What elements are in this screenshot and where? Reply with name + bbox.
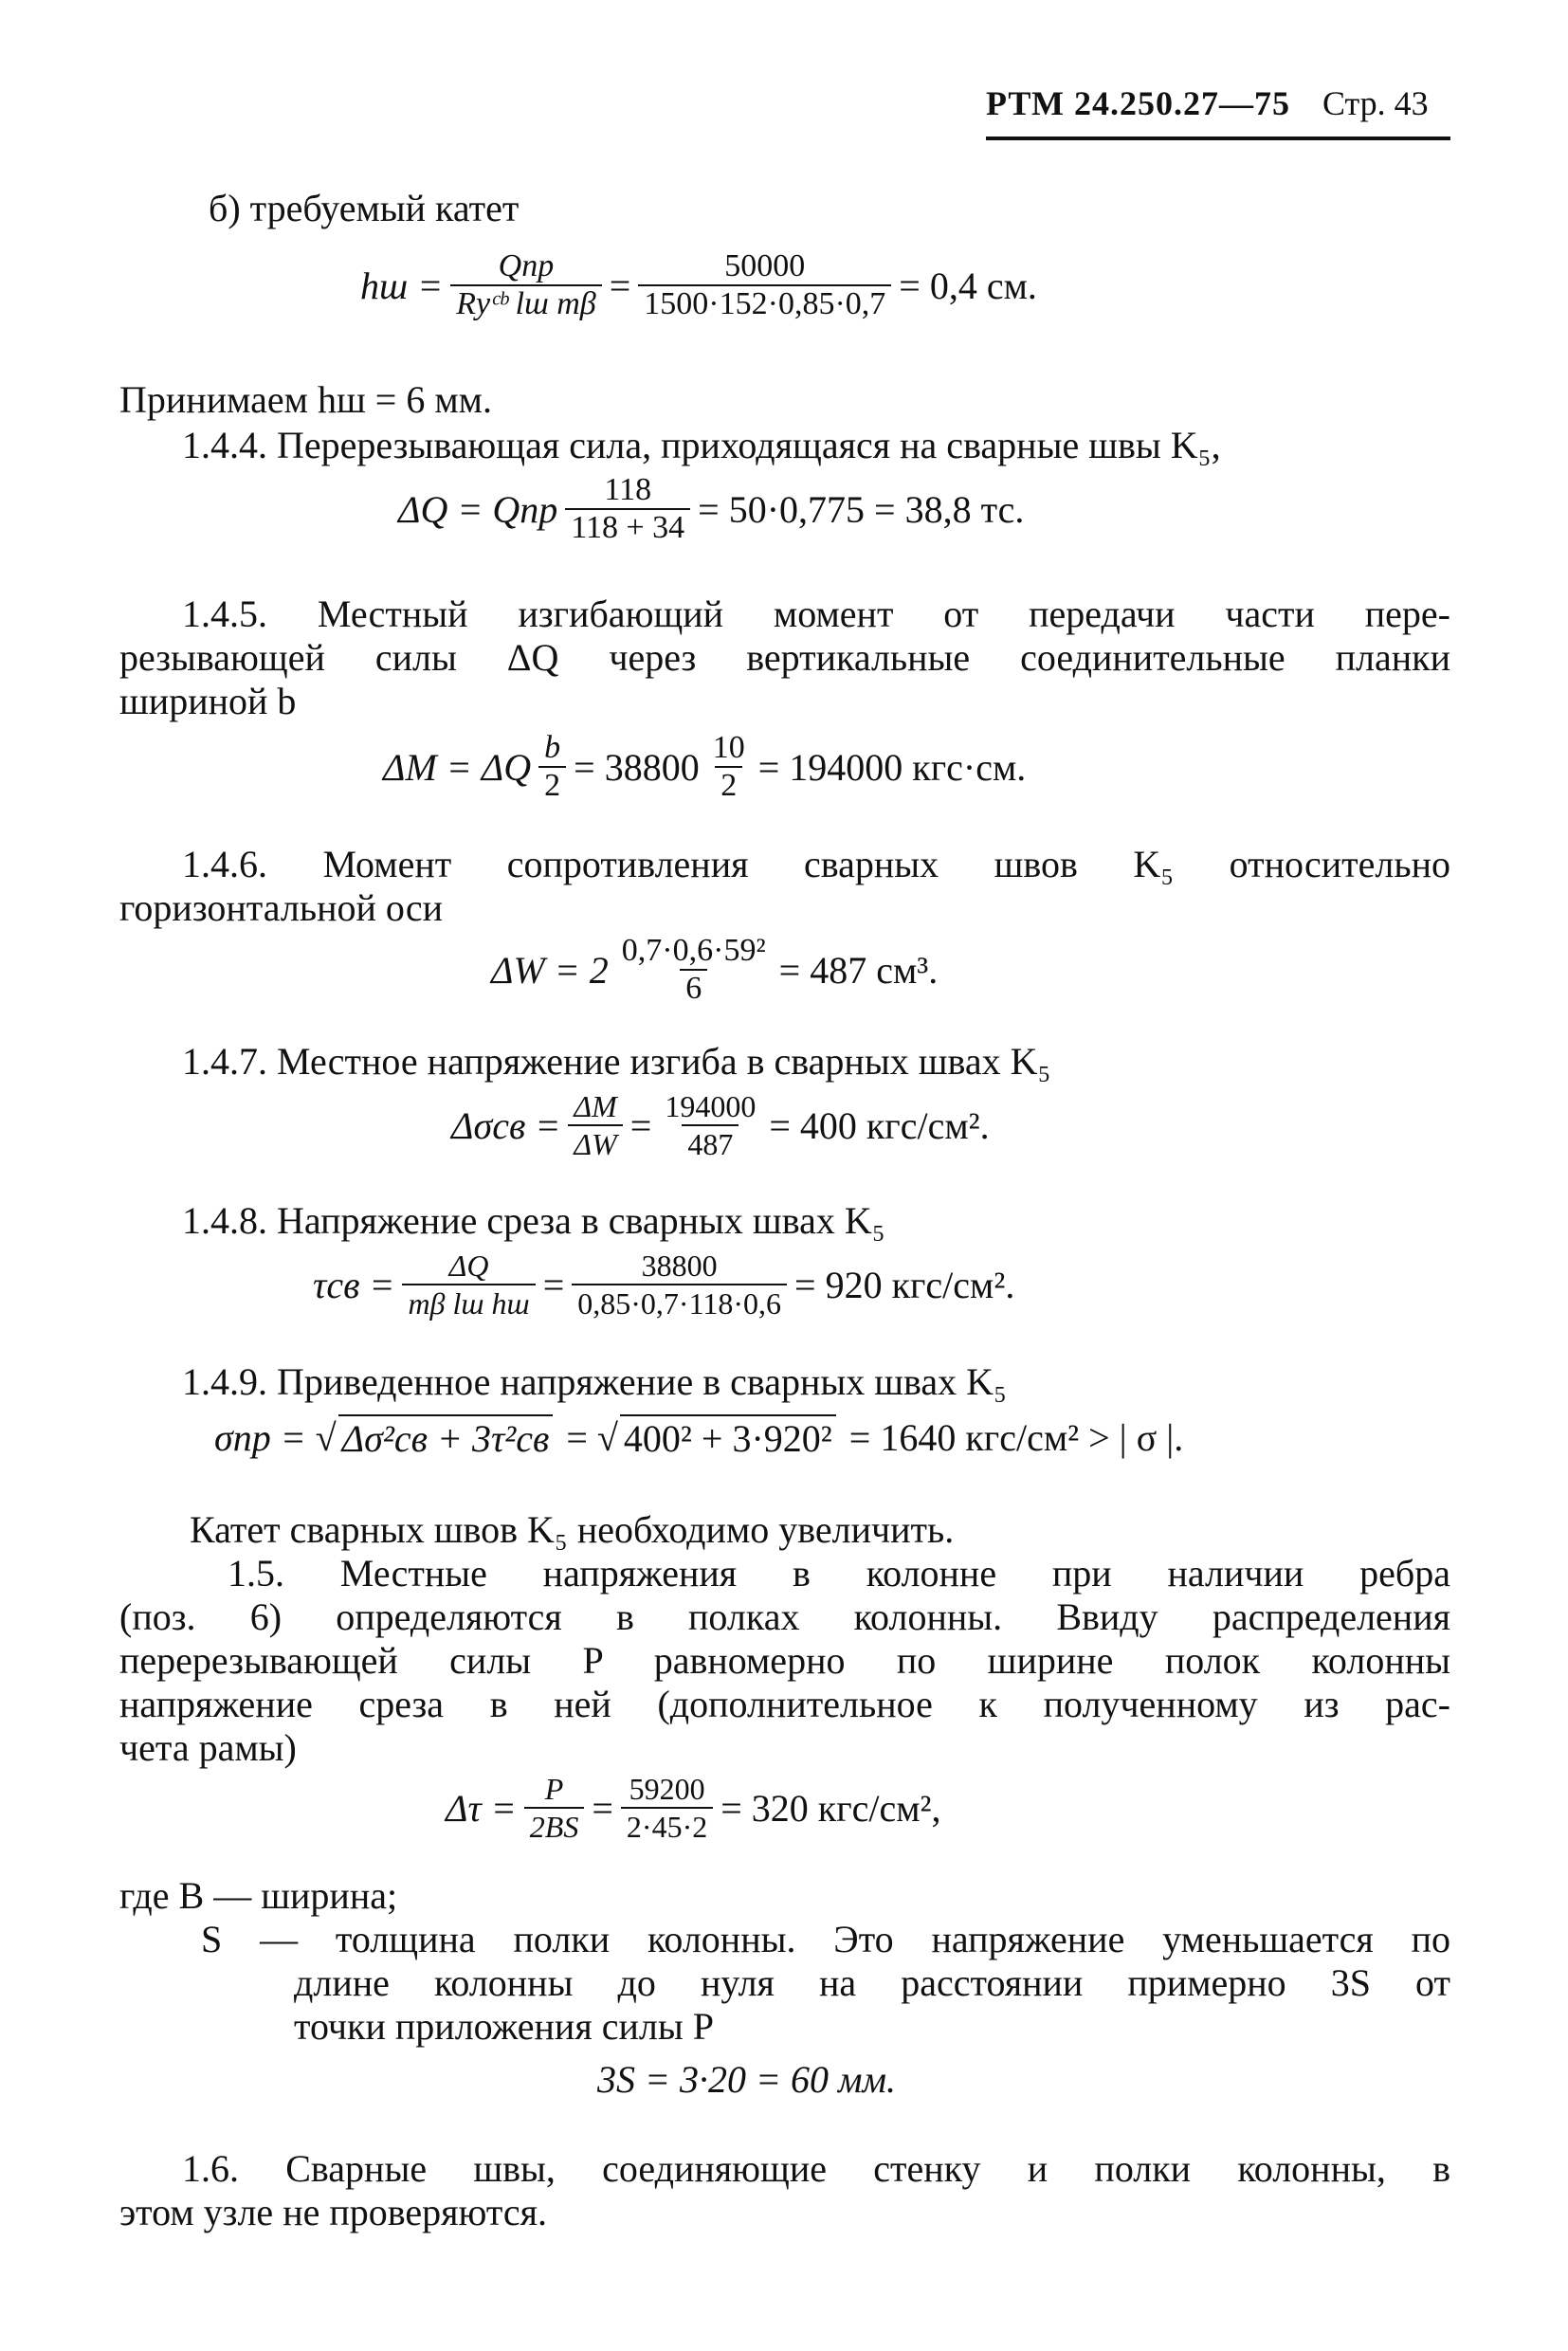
formula-result: = 1640 кгс/см² > | σ |.: [848, 1415, 1184, 1459]
formula-hsh: [360, 248, 1037, 322]
text-line: шириной b: [119, 680, 297, 722]
fraction-numerator: 0,7·0,6·59²: [621, 933, 766, 968]
text-line: 1.4.6. Момент сопротивления сварных швов K₅ относительно: [182, 843, 1450, 885]
fraction-numerator: 59200: [629, 1772, 705, 1806]
fraction-denominator: 487: [682, 1124, 738, 1162]
text-line: 1.4.8. Напряжение среза в сварных швах K₅: [182, 1199, 885, 1242]
formula-equals: =: [592, 1786, 613, 1830]
formula-equals: =: [609, 264, 631, 307]
fraction-denominator: Rуᶜᵇ lш mβ: [450, 284, 602, 322]
formula-result: = 320 кгс/см²,: [720, 1786, 941, 1830]
formula-result: = 50·0,775 = 38,8 тс.: [698, 487, 1025, 531]
formula-lhs: hш =: [360, 264, 444, 307]
fraction: [659, 1088, 761, 1162]
page-header: [986, 83, 1450, 123]
fraction-numerator: ΔM: [574, 1089, 617, 1123]
text-line: где B — ширина;: [119, 1874, 398, 1917]
formula-delta-w: [491, 933, 938, 1007]
text-line: этом узле не проверяются.: [119, 2191, 548, 2233]
formula-delta-tau: [446, 1771, 941, 1845]
fraction-denominator: 2·45·2: [621, 1807, 713, 1845]
doc-code: РТМ 24.250.27—75: [986, 84, 1290, 122]
text-line: 1.5. Местные напряжения в колонне при наличии ребра: [228, 1552, 1450, 1595]
fraction: [707, 730, 751, 804]
text-line: 1.4.7. Местное напряжение изгиба в сварных швах K₅: [182, 1040, 1051, 1083]
page-number: Стр. 43: [1322, 84, 1429, 122]
fraction: [538, 730, 566, 804]
fraction: [524, 1771, 585, 1845]
fraction-numerator: Qпр: [498, 248, 555, 283]
formula-lhs: σпр = √: [214, 1415, 337, 1459]
formula-result: = 920 кгс/см².: [794, 1263, 1015, 1306]
fraction-denominator: 1500·152·0,85·0,7: [638, 284, 891, 322]
formula-delta-sigma: [451, 1088, 990, 1162]
formula-tau: [313, 1248, 1014, 1321]
formula-lhs: Δσсв =: [451, 1103, 561, 1147]
fraction: [638, 248, 891, 322]
text-line: длине колонны до нуля на расстоянии примерно 3S от: [294, 1961, 1450, 2004]
fraction-denominator: ΔW: [568, 1124, 622, 1162]
radicand: Δσ²св + 3τ²св: [338, 1414, 554, 1461]
header-rule: [986, 137, 1450, 140]
fraction: [572, 1248, 787, 1321]
text-line: точки приложения силы P: [294, 2005, 714, 2048]
fraction-denominator: 2: [538, 766, 566, 804]
formula-lhs: Δτ =: [446, 1786, 517, 1830]
fraction: [568, 1088, 622, 1162]
formula-text: 3S = 3·20 = 60 мм.: [597, 2058, 897, 2101]
formula-equals: =: [542, 1263, 565, 1306]
fraction-numerator: 10: [712, 730, 745, 765]
formula-delta-m: [383, 730, 1026, 804]
text-line: резывающей силы ΔQ через вертикальные соединительные планки: [119, 636, 1450, 679]
fraction-numerator: b: [544, 730, 561, 765]
fraction-numerator: 118: [604, 472, 652, 507]
text-line: (поз. 6) определяются в полках колонны. Ввиду распределения: [119, 1595, 1450, 1638]
formula-result: = 487 см³.: [778, 948, 939, 992]
formula-sigma-reduced: [214, 1409, 1183, 1466]
fraction: [616, 933, 772, 1007]
fraction-denominator: 6: [680, 969, 707, 1007]
formula-result: = 194000 кгс·см.: [757, 745, 1027, 789]
fraction-denominator: 2BS: [524, 1807, 585, 1845]
text-line: Катет сварных швов K₅ необходимо увеличить.: [190, 1508, 955, 1551]
fraction-denominator: 2: [715, 766, 742, 804]
formula-middle: = 38800: [574, 745, 700, 789]
fraction-denominator: mβ lш hш: [402, 1284, 535, 1321]
text-line: напряжение среза в ней (дополнительное к полученному из рас-: [119, 1683, 1450, 1725]
text-line: Принимаем hш = 6 мм.: [119, 378, 492, 421]
fraction-numerator: P: [544, 1772, 564, 1806]
fraction: [565, 472, 690, 546]
fraction: [402, 1248, 535, 1321]
formula-lhs: ΔM = ΔQ: [383, 745, 532, 789]
text-line: б) требуемый катет: [209, 187, 520, 229]
formula-delta-q: [398, 472, 1024, 546]
formula-lhs: ΔQ = Qпр: [398, 487, 558, 531]
text-line: 1.4.4. Перерезывающая сила, приходящаяся на сварные швы K₅,: [182, 424, 1221, 466]
fraction-denominator: 0,85·0,7·118·0,6: [572, 1284, 787, 1321]
fraction: [450, 248, 602, 322]
formula-lhs: τсв =: [313, 1263, 395, 1306]
formula-result: = 400 кгс/см².: [769, 1103, 990, 1147]
fraction-numerator: 50000: [724, 248, 806, 283]
fraction: [621, 1771, 713, 1845]
text-line: 1.4.5. Местный изгибающий момент от передачи части пере-: [182, 592, 1450, 635]
fraction-numerator: 194000: [665, 1089, 757, 1123]
formula-lhs: ΔW = 2: [491, 948, 609, 992]
text-line: чета рамы): [119, 1726, 297, 1769]
text-line: горизонтальной оси: [119, 886, 444, 929]
formula-result: = 0,4 см.: [899, 264, 1037, 307]
formula-middle: = √: [566, 1415, 618, 1459]
formula-equals: =: [629, 1103, 652, 1147]
text-line: 1.6. Сварные швы, соединяющие стенку и полки колонны, в: [182, 2147, 1450, 2190]
fraction-numerator: 38800: [641, 1248, 718, 1283]
fraction-numerator: ΔQ: [448, 1248, 489, 1283]
text-line: 1.4.9. Приведенное напряжение в сварных швах K₅: [182, 1360, 1007, 1403]
text-line: S — толщина полки колонны. Это напряжение уменьшается по: [201, 1918, 1450, 1960]
radicand: 400² + 3·920²: [620, 1414, 836, 1461]
text-line: перерезывающей силы P равномерно по ширине полок колонны: [119, 1639, 1450, 1682]
fraction-denominator: 118 + 34: [565, 508, 690, 546]
formula-3s: [597, 2057, 896, 2102]
